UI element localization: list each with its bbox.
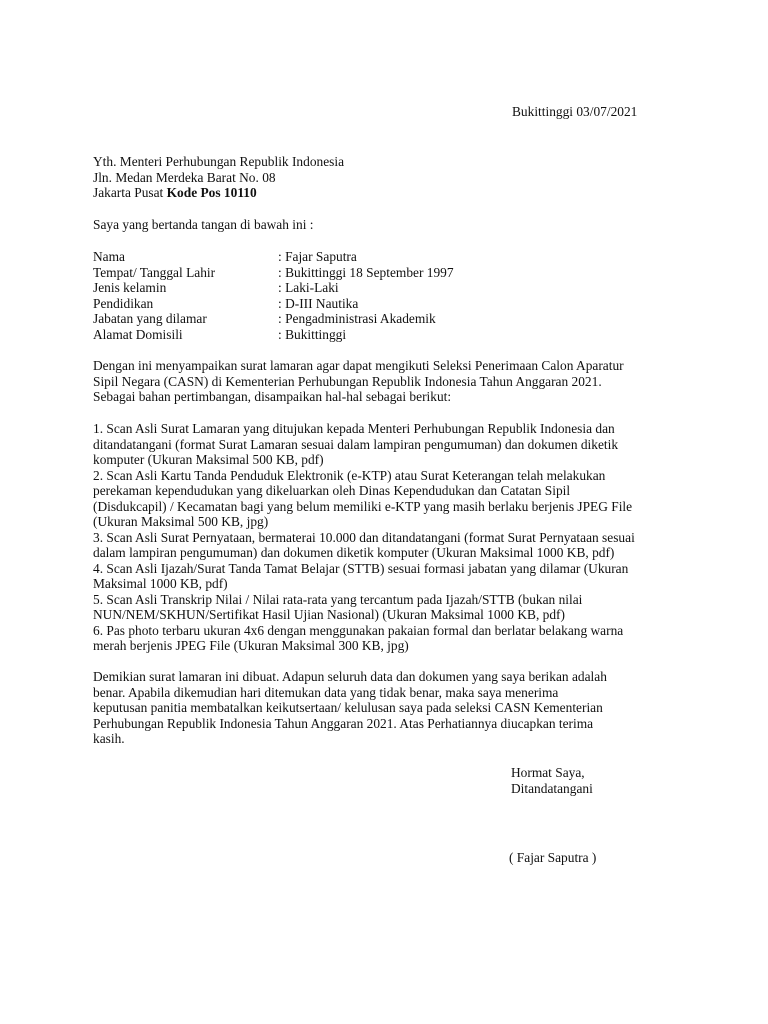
requirement-line: 5. Scan Asli Transkrip Nilai / Nilai rata-rata yang tercantum pada Ijazah/STTB (bukan nilai <box>93 591 583 607</box>
field-label: Alamat Domisili <box>93 326 183 342</box>
field-value: : Laki-Laki <box>278 280 339 295</box>
requirement-line: ditandatangani (format Surat Lamaran sesuai dalam lampiran pengumuman) dan dokumen diketik <box>93 436 619 452</box>
paragraph-line: benar. Apabila dikemudian hari ditemukan data yang tidak benar, maka saya menerima <box>93 684 559 700</box>
field-row <box>93 311 673 327</box>
field-label: Tempat/ Tanggal Lahir <box>93 264 216 280</box>
field-value: : Fajar Saputra <box>278 249 357 264</box>
field-value: : Bukittinggi <box>278 326 347 342</box>
field-row <box>93 280 673 296</box>
requirement-line: (Disdukcapil) / Kecamatan bagi yang belum memiliki e-KTP yang masih berlaku berjenis JPEG File <box>93 498 633 514</box>
signature-greeting: Hormat Saya, <box>511 765 585 780</box>
field-label: Nama <box>93 249 125 264</box>
field-row <box>93 265 673 281</box>
recipient-city: Jakarta Pusat <box>93 185 167 200</box>
requirement-line: perekaman kependudukan yang dikeluarkan oleh Dinas Kependudukan dan Catatan Sipil <box>93 483 571 498</box>
recipient-line <box>93 185 673 201</box>
recipient-line: Jln. Medan Merdeka Barat No. 08 <box>93 169 276 185</box>
requirement-line: merah berjenis JPEG File (Ukuran Maksimal 300 KB, jpg) <box>93 638 409 653</box>
field-label: Jabatan yang dilamar <box>93 311 207 326</box>
requirement-line: 3. Scan Asli Surat Pernyataan, bermaterai 10.000 dan ditandatangani (format Surat Pernyataan sesuai <box>93 529 635 545</box>
paragraph-line: Sipil Negara (CASN) di Kementerian Perhubungan Republik Indonesia Tahun Anggaran 2021. <box>93 373 602 389</box>
requirement-line: (Ukuran Maksimal 500 KB, jpg) <box>93 514 269 529</box>
requirements-list <box>93 421 673 654</box>
paragraph-line: Sebagai bahan pertimbangan, disampaikan hal-hal sebagai berikut: <box>93 389 452 404</box>
requirement-line: komputer (Ukuran Maksimal 500 KB, pdf) <box>93 452 324 467</box>
requirement-line: 1. Scan Asli Surat Lamaran yang ditujukan kepada Menteri Perhubungan Republik Indonesia dan <box>93 421 615 436</box>
requirement-line: 4. Scan Asli Ijazah/Surat Tanda Tamat Belajar (STTB) sesuai formasi jabatan yang dilamar (Ukuran <box>93 560 629 576</box>
signature-name: ( Fajar Saputra ) <box>509 850 597 865</box>
field-row <box>93 249 673 265</box>
recipient-address <box>93 154 673 201</box>
opening-paragraph <box>93 358 673 405</box>
place-date: Bukittinggi 03/07/2021 <box>512 104 638 119</box>
field-value: : Bukittinggi 18 September 1997 <box>278 264 454 280</box>
requirement-line: NUN/NEM/SKHUN/Sertifikat Hasil Ujian Nasional) (Ukuran Maksimal 1000 KB, pdf) <box>93 607 565 622</box>
requirement-line: 6. Pas photo terbaru ukuran 4x6 dengan menggunakan pakaian formal dan berlatar belakang warna <box>93 622 624 638</box>
recipient-line: Yth. Menteri Perhubungan Republik Indonesia <box>93 154 345 169</box>
applicant-fields <box>93 249 673 342</box>
field-row <box>93 296 673 312</box>
paragraph-line: keputusan panitia membatalkan keikutsertaan/ kelulusan saya pada seleksi CASN Kementerian <box>93 700 603 715</box>
paragraph-line: Demikian surat lamaran ini dibuat. Adapun seluruh data dan dokumen yang saya berikan adalah <box>93 669 607 684</box>
requirement-line: dalam lampiran pengumuman) dan dokumen diketik komputer (Ukuran Maksimal 1000 KB, pdf) <box>93 545 615 560</box>
postal-code: Kode Pos 10110 <box>166 185 257 200</box>
field-value: : D-III Nautika <box>278 295 359 311</box>
field-row <box>93 327 673 343</box>
paragraph-line: Perhubungan Republik Indonesia Tahun Anggaran 2021. Atas Perhatiannya diucapkan terima <box>93 715 594 731</box>
intro-text: Saya yang bertanda tangan di bawah ini : <box>93 217 314 232</box>
requirement-line: 2. Scan Asli Kartu Tanda Penduduk Elektronik (e-KTP) atau Surat Keterangan telah melakukan <box>93 467 606 483</box>
field-label: Jenis kelamin <box>93 280 167 295</box>
field-value: : Pengadministrasi Akademik <box>278 311 436 326</box>
signature-signed: Ditandatangani <box>511 781 593 796</box>
requirement-line: Maksimal 1000 KB, pdf) <box>93 576 228 591</box>
closing-paragraph <box>93 669 673 747</box>
field-label: Pendidikan <box>93 295 154 311</box>
paragraph-line: Dengan ini menyampaikan surat lamaran agar dapat mengikuti Seleksi Penerimaan Calon Aparatur <box>93 358 624 373</box>
paragraph-line: kasih. <box>93 731 125 746</box>
